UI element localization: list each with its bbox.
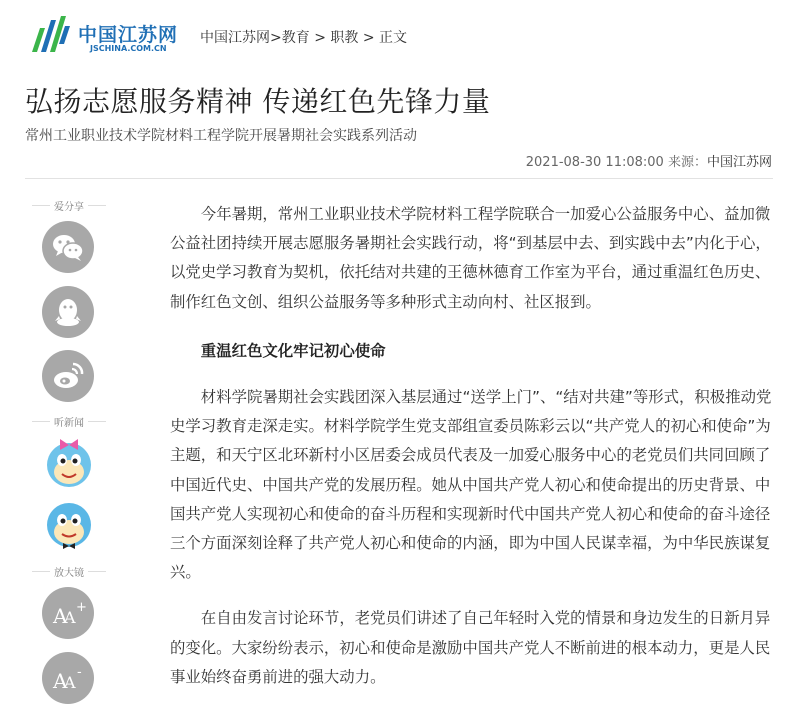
- publish-date: 2021-08-30 11:08:00: [525, 155, 664, 170]
- share-wechat-button[interactable]: [42, 221, 94, 273]
- article-title: 弘扬志愿服务精神 传递红色先锋力量: [25, 85, 491, 118]
- source-name: 中国江苏网: [706, 155, 772, 170]
- site-logo[interactable]: [28, 10, 179, 62]
- breadcrumb: [200, 27, 407, 47]
- zoom-label: 放大镜: [24, 564, 114, 579]
- breadcrumb-separator: >: [270, 30, 282, 46]
- article-meta: [526, 151, 772, 170]
- article-subtitle: 常州工业职业技术学院材料工程学院开展暑期社会实践系列活动: [25, 128, 417, 144]
- breadcrumb-current: 正文: [379, 30, 408, 46]
- mascot-boy-icon: [40, 496, 98, 552]
- logo-mark-icon: [28, 14, 74, 60]
- mascot-girl-icon: [40, 434, 98, 490]
- svg-text:A: A: [53, 604, 68, 628]
- font-increase-icon: [42, 587, 94, 639]
- svg-text:A: A: [64, 673, 76, 692]
- article-paragraph: 材料学院暑期社会实践团深入基层通过“送学上门”、“结对共建”等形式，积极推动党史学习教育走深走实。材料学院学生党支部组宣委员陈彩云以“共产党人的初心和使命”为主题，和天宁区北环新村小区居委会成员代表及一加爱心服务中心的老党员们共同回顾了中国近代史、中国共产党的发展历程。她从中国共产党人初心和使命提出的历史背景、中国共产党人实现初心和使命的奋斗历程和实现新时代中国共产党人初心和使命的奋斗途径三个方面深刻诠释了共产党人初心和使命的内涵，即为中国人民谋幸福，为中华民族谋复兴。: [170, 388, 772, 582]
- share-qq-button[interactable]: [42, 286, 94, 338]
- article-section-heading: 重温红色文化牢记初心使命: [200, 341, 386, 360]
- svg-text:-: -: [77, 665, 82, 680]
- breadcrumb-home[interactable]: 中国江苏网: [200, 30, 270, 46]
- logo-text: 中国江苏网: [78, 24, 179, 46]
- article-paragraph: 今年暑期，常州工业职业技术学院材料工程学院联合一加爱心公益服务中心、益加微公益社团持续开展志愿服务暑期社会实践行动，将“到基层中去、到实践中去”内化于心，以党史学习教育为契机，依托结对共建的王德林德育工作室为平台，通过重温红色历史、制作红色文创、组织公益服务等多种形式主动向村、社区报到。: [170, 205, 771, 311]
- svg-text:A: A: [64, 608, 76, 627]
- breadcrumb-vocational[interactable]: 职教: [330, 30, 359, 46]
- svg-text:+: +: [76, 600, 87, 615]
- wechat-icon: [42, 221, 94, 273]
- font-increase-button[interactable]: [42, 587, 94, 639]
- share-weibo-button[interactable]: [42, 350, 94, 402]
- listen-female-voice-button[interactable]: [40, 434, 98, 490]
- source-label: 来源：: [667, 155, 707, 170]
- logo-domain: JSCHINA.COM.CN: [90, 44, 167, 53]
- divider: [25, 178, 773, 179]
- article-paragraph: 在自由发言讨论环节，老党员们讲述了自己年轻时入党的情景和身边发生的日新月异的变化。大家纷纷表示，初心和使命是激励中国共产党人不断前进的根本动力，更是人民事业始终奋勇前进的强大动力。: [170, 609, 771, 686]
- article-body: [170, 200, 784, 692]
- font-decrease-icon: [42, 652, 94, 704]
- listen-male-voice-button[interactable]: [40, 496, 98, 552]
- qq-icon: [42, 286, 94, 338]
- weibo-icon: [42, 350, 94, 402]
- listen-label: 听新闻: [24, 414, 114, 429]
- svg-text:A: A: [53, 669, 68, 693]
- breadcrumb-education[interactable]: 教育: [281, 30, 310, 46]
- breadcrumb-separator: >: [362, 30, 375, 46]
- breadcrumb-separator: >: [314, 30, 326, 46]
- share-label: 爱分享: [24, 198, 114, 213]
- font-decrease-button[interactable]: [42, 652, 94, 704]
